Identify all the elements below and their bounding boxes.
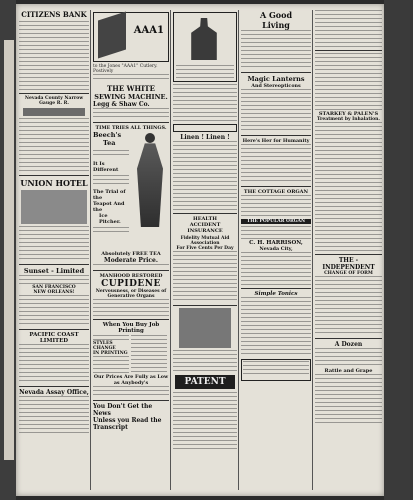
living-text bbox=[241, 30, 311, 70]
left-page-edge bbox=[4, 40, 14, 460]
col5-text-a bbox=[315, 10, 382, 48]
get-news-label: You Don't Get the News bbox=[93, 403, 153, 418]
new-orleans-label: NEW ORLEANS! bbox=[33, 290, 75, 295]
rattle-grape-title: Rattle and Grape bbox=[324, 368, 373, 374]
sewing-text bbox=[93, 108, 169, 120]
dozen-title: A Dozen bbox=[334, 341, 363, 348]
knife-illustration bbox=[98, 11, 126, 58]
moderate-price-label: Moderate Price. bbox=[104, 257, 158, 265]
free-tea-label: Absolutely FREE TEA bbox=[101, 251, 161, 258]
good-title: A Good bbox=[259, 10, 293, 20]
citizens-bank-title: CITIZENS BANK bbox=[21, 10, 87, 19]
pacific-coast-title: PACIFIC COAST LIMITED bbox=[29, 332, 79, 344]
cottage-organ-title: THE COTTAGE ORGAN bbox=[243, 189, 309, 195]
column-rule bbox=[90, 10, 91, 490]
nevada-city-label: Nevada City, bbox=[259, 246, 293, 252]
assay-office-title: Nevada Assay Office, bbox=[19, 389, 89, 396]
legg-shaw: Legg & Shaw Co. bbox=[93, 101, 150, 109]
accident-label: ACCIDENT bbox=[189, 222, 221, 228]
manhood-restored-label: MANHOOD RESTORED bbox=[99, 273, 163, 280]
timetable-text bbox=[19, 118, 89, 173]
health-label: HEALTH bbox=[193, 216, 217, 222]
tea-label: Tea bbox=[103, 139, 116, 148]
job-printing-title: When You Buy Job Printing bbox=[102, 322, 160, 335]
cutlery-caption: to the Jones "AAA1" Cutlery. Postively bbox=[93, 64, 158, 75]
column-5 bbox=[315, 10, 382, 494]
cutlery-text bbox=[93, 74, 169, 82]
stereopticons-label: And Stereopticons bbox=[251, 83, 301, 89]
fidelity-label: Fidelity Mutual Aid Association bbox=[180, 236, 230, 246]
left-binding bbox=[0, 0, 16, 500]
nervousness-label: Nervousness, or Diseases of Generative Organs bbox=[95, 289, 167, 300]
independent-title: THE - INDEPENDENT bbox=[322, 257, 375, 271]
sunset-text bbox=[19, 275, 89, 285]
route-text bbox=[19, 295, 89, 327]
sunset-limited-title: Sunset - Limited bbox=[23, 267, 85, 275]
train-image bbox=[23, 108, 85, 116]
time-tries-heading: TIME TRIES ALL THINGS. bbox=[95, 125, 167, 132]
treatment-text bbox=[315, 122, 382, 252]
newspaper-page bbox=[16, 4, 384, 496]
insurance-label: INSURANCE bbox=[187, 228, 223, 234]
tonics-title: Simple Tonics bbox=[254, 291, 298, 297]
cutlery-ad bbox=[93, 12, 169, 62]
lantern-text bbox=[241, 89, 311, 133]
hotel-text bbox=[19, 226, 89, 262]
column-rule bbox=[170, 10, 171, 490]
assay-text bbox=[19, 396, 89, 436]
harrison-label: C. H. HARRISON, bbox=[249, 240, 303, 246]
prices-label: Our Prices Are Fully as Low as Anybody's bbox=[93, 374, 169, 387]
pacific-text bbox=[19, 344, 89, 384]
trial-label: The Trial of the bbox=[93, 189, 126, 202]
rattle-text bbox=[315, 374, 382, 424]
in-printing-label: IN PRINTING bbox=[93, 351, 128, 357]
change-form-label: CHANGE OF FORM bbox=[324, 271, 373, 276]
column-3 bbox=[173, 10, 237, 494]
col3-text-a bbox=[173, 84, 237, 122]
five-cents-label: For Five Cents Per Day bbox=[176, 246, 234, 251]
insurance-text bbox=[173, 251, 237, 303]
magic-lanterns-title: Magic Lanterns bbox=[247, 75, 305, 83]
read-transcript-label: Unless you Read the Transcript bbox=[93, 417, 162, 432]
independent-text bbox=[315, 276, 382, 336]
tea-ad bbox=[93, 131, 169, 251]
cupidene-text bbox=[93, 299, 169, 317]
san-francisco-label: SAN FRANCISCO bbox=[32, 285, 76, 290]
column-1 bbox=[19, 10, 89, 494]
hotel-illustration bbox=[21, 190, 87, 224]
bottle-ad bbox=[173, 12, 237, 82]
portrait-illustration bbox=[179, 308, 231, 348]
bank-text bbox=[19, 21, 89, 91]
humanity-title: Here's Her for Humanity bbox=[242, 138, 310, 144]
beechs-label: Beech's bbox=[93, 131, 122, 140]
linen-title: Linen ! Linen ! bbox=[180, 134, 230, 141]
living-title: Living bbox=[262, 20, 290, 30]
treatment-label: Treatment by Inhalation. bbox=[317, 117, 380, 122]
different-label: It Is Different bbox=[93, 161, 119, 174]
kimono-figure bbox=[133, 133, 167, 233]
bottle-illustration bbox=[188, 18, 220, 60]
linen-text bbox=[173, 141, 237, 211]
column-rule bbox=[312, 10, 313, 490]
patent-text bbox=[173, 392, 237, 452]
column-rule bbox=[238, 10, 239, 490]
sewing-machine-title: SEWING MACHINE. bbox=[94, 93, 168, 102]
cupidene-title: CUPIDENE bbox=[101, 279, 161, 290]
humanity-text bbox=[241, 144, 311, 184]
right-background bbox=[384, 0, 413, 500]
tonics-text bbox=[241, 297, 311, 357]
railroad-title: Nevada County Narrow Gauge R. R. bbox=[24, 96, 84, 106]
styles-change-label: STYLES CHANGE bbox=[93, 341, 116, 352]
column-4 bbox=[241, 10, 311, 494]
aaa-price: AAA1 bbox=[133, 25, 164, 36]
bottom-box-ad bbox=[241, 359, 311, 381]
teapot-label: Teapot And the bbox=[93, 201, 125, 214]
pitcher-label: Ice Pitcher. bbox=[99, 213, 121, 226]
union-hotel-title: UNION HOTEL bbox=[20, 178, 88, 188]
starkey-title: STARKEY & PALEN'S bbox=[318, 111, 379, 117]
patent-title: PATENT bbox=[175, 375, 235, 389]
column-2 bbox=[93, 10, 169, 494]
white-title: THE WHITE bbox=[107, 84, 155, 94]
popular-organ-title: THE POPULAR ORGAN bbox=[241, 219, 311, 224]
